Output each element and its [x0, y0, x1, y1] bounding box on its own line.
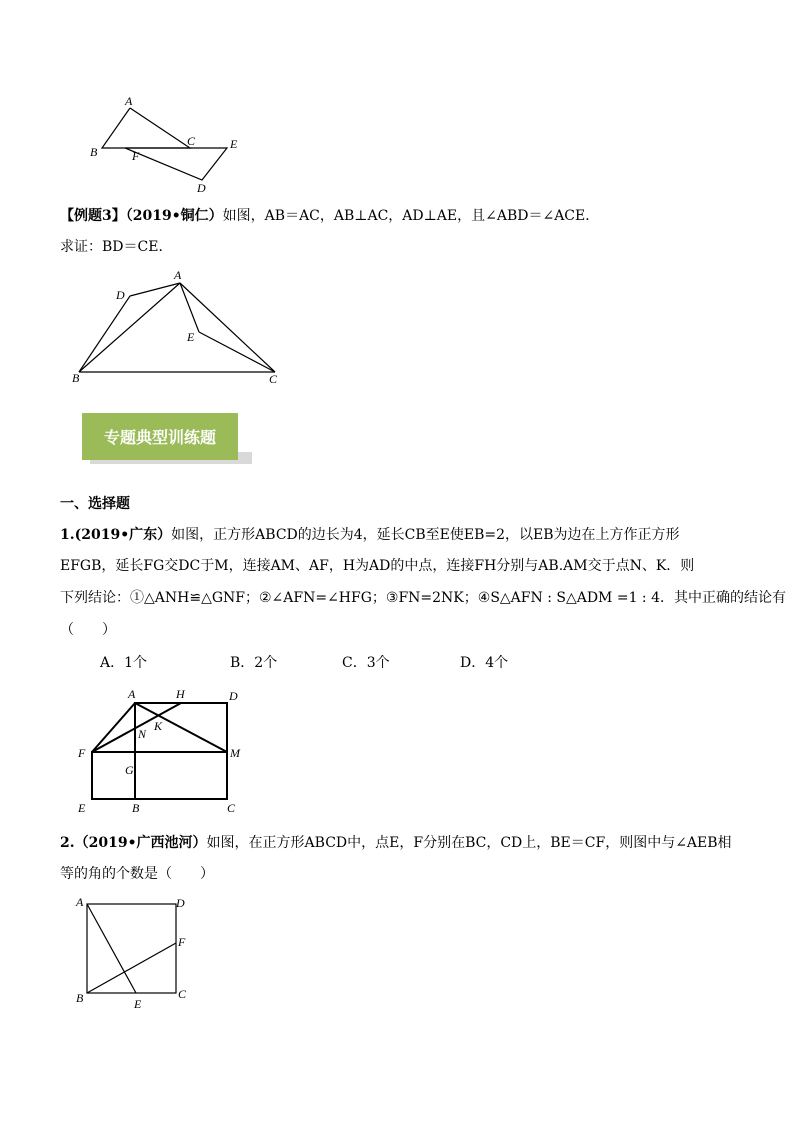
section-heading: 一、选择题	[60, 496, 130, 512]
label-E: E	[78, 801, 86, 815]
q2-source: （2019•广西池河）	[74, 835, 207, 851]
q1-option-d[interactable]: D．4个	[460, 655, 509, 671]
figure-3-diagram	[70, 680, 250, 818]
label-C: C	[227, 801, 236, 815]
figure-1-diagram	[80, 90, 250, 200]
figure-1-triangle-abc	[102, 108, 190, 148]
q1-source: (2019•广东）	[74, 527, 172, 543]
label-F: F	[132, 149, 140, 163]
label-D: D	[197, 181, 206, 195]
label-E: E	[230, 137, 238, 151]
label-F: F	[78, 746, 86, 760]
label-B: B	[132, 801, 140, 815]
q1-number: 1.	[60, 527, 75, 543]
q1-text-1: 如图，正方形ABCD的边长为4，延长CB至E使EB=2，以EB为边在上方作正方形	[171, 527, 680, 543]
example-tag: 【例题3】	[60, 208, 126, 224]
q2-number: 2.	[60, 835, 75, 851]
q1-line-1	[60, 525, 680, 545]
label-H: H	[176, 687, 185, 701]
label-K: K	[154, 719, 163, 733]
figure-4-diagram	[70, 892, 200, 1017]
q1-option-a[interactable]: A．1个	[100, 655, 148, 671]
q1-option-c[interactable]: C．3个	[342, 655, 390, 671]
q2-text-1: 如图，在正方形ABCD中，点E，F分别在BC，CD上，BE＝CF，则图中与∠AEB相	[206, 835, 732, 851]
q2-line-2: 等的角的个数是（ ）	[60, 866, 214, 882]
label-A: A	[174, 268, 182, 282]
label-C: C	[187, 134, 196, 148]
label-A: A	[125, 94, 133, 108]
q1-line-3: 下列结论：①△ANH≌△GNF；②∠AFN=∠HFG；③FN=2NK；④S△AFN : S△ADM =1 : 4．其中正确的结论有	[60, 590, 787, 606]
label-C: C	[178, 987, 187, 1001]
figure-2-diagram	[68, 265, 293, 390]
q1-line-4: （ ）	[60, 622, 116, 638]
label-E: E	[134, 997, 142, 1011]
label-F: F	[178, 935, 186, 949]
label-D: D	[229, 689, 238, 703]
example-text: 如图，AB＝AC，AB⊥AC，AD⊥AE，且∠ABD＝∠ACE．	[222, 208, 600, 224]
label-D: D	[116, 288, 125, 302]
label-B: B	[72, 371, 80, 385]
example-3-prove: 求证：BD＝CE．	[60, 239, 173, 255]
q1-option-b[interactable]: B．2个	[230, 655, 278, 671]
label-G: G	[125, 763, 134, 777]
label-A: A	[76, 895, 84, 909]
q2-line-1	[60, 833, 732, 853]
label-A: A	[128, 687, 136, 701]
example-3-statement	[60, 206, 599, 226]
label-C: C	[269, 372, 278, 386]
label-B: B	[76, 991, 84, 1005]
label-B: B	[90, 145, 98, 159]
example-source: （2019•铜仁）	[125, 208, 223, 224]
section-banner: 专题典型训练题	[82, 413, 238, 460]
figure-1-triangle-fde	[125, 148, 227, 180]
label-D: D	[176, 896, 185, 910]
label-N: N	[138, 727, 147, 741]
label-M: M	[230, 746, 240, 760]
q1-line-2: EFGB，延长FG交DC于M，连接AM、AF，H为AD的中点，连接FH分别与AB.AM交于点N、K．则	[60, 558, 695, 574]
label-E: E	[187, 330, 195, 344]
